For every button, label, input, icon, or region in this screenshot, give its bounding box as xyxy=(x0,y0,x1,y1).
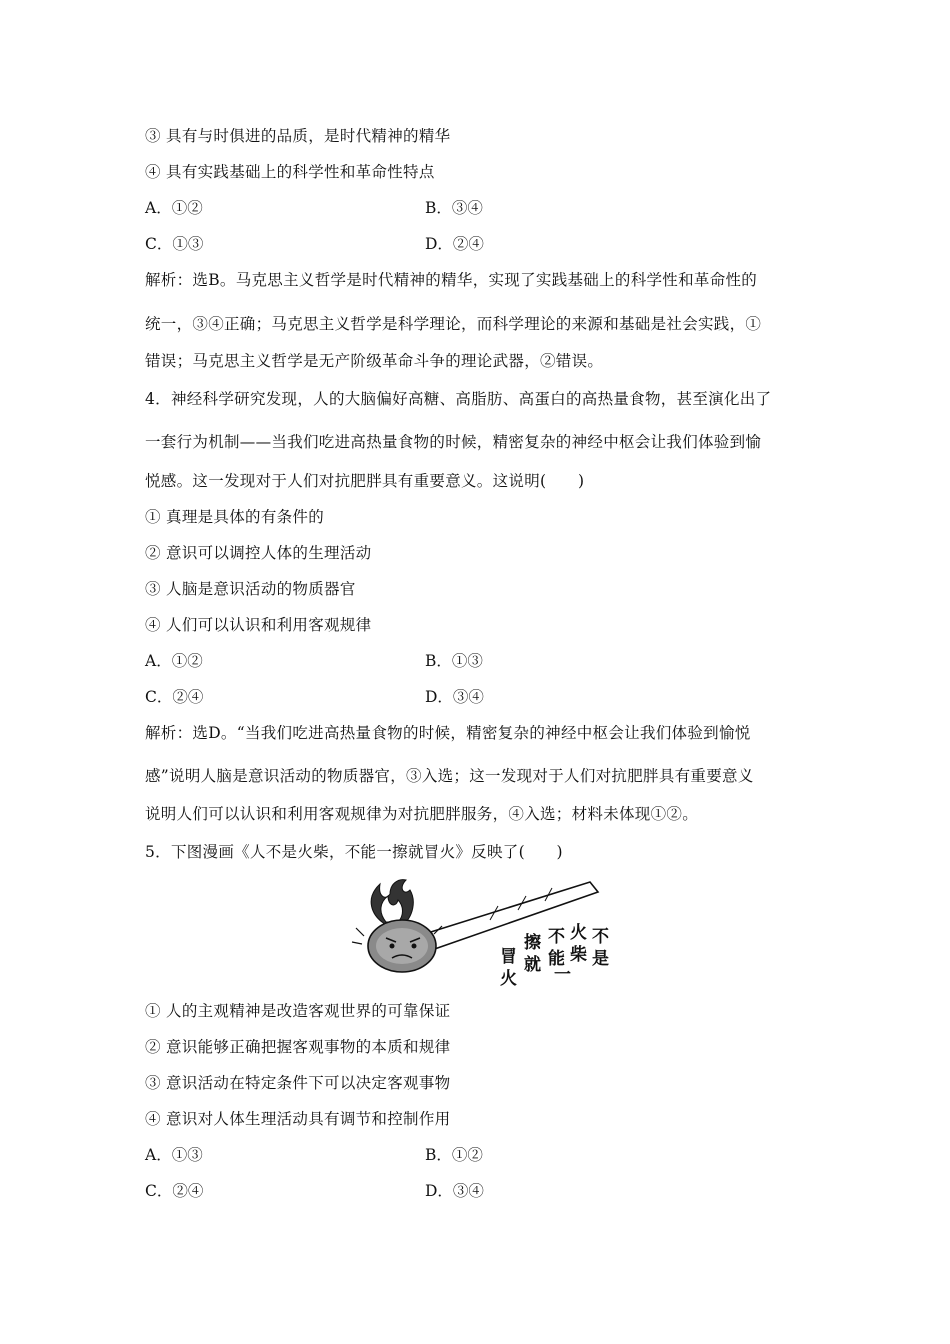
q3-option-a: A．①② xyxy=(145,199,203,217)
q3-analysis-line: 统一，③④正确；马克思主义哲学是科学理论，而科学理论的来源和基础是社会实践，① xyxy=(145,315,762,333)
q5-option-a: A．①③ xyxy=(145,1146,203,1164)
svg-text:冒: 冒 xyxy=(500,947,517,967)
q3-option-b: B．③④ xyxy=(425,199,483,217)
q5-option-b: B．①② xyxy=(425,1146,483,1164)
match-cartoon-image xyxy=(340,876,610,994)
q5-option-d: D．③④ xyxy=(425,1182,484,1200)
svg-text:就: 就 xyxy=(524,955,541,975)
svg-text:是: 是 xyxy=(592,949,609,969)
q4-analysis-line: 感”说明人脑是意识活动的物质器官，③入选；这一发现对于人们对抗肥胖具有重要意义 xyxy=(145,767,754,785)
q5-option-c: C．②④ xyxy=(145,1182,204,1200)
svg-text:火: 火 xyxy=(570,923,587,943)
q4-stem-line: 悦感。这一发现对于人们对抗肥胖具有重要意义。这说明( ) xyxy=(145,472,585,490)
q4-option-a: A．①② xyxy=(145,652,203,670)
q3-analysis-line: 错误；马克思主义哲学是无产阶级革命斗争的理论武器，②错误。 xyxy=(145,352,604,370)
q4-analysis-line: 说明人们可以认识和利用客观规律为对抗肥胖服务，④入选；材料未体现①②。 xyxy=(145,805,699,823)
q5-item-1: ① 人的主观精神是改造客观世界的可靠保证 xyxy=(145,1002,451,1020)
svg-text:不: 不 xyxy=(548,927,565,947)
q4-option-d: D．③④ xyxy=(425,688,484,706)
q5-item-3: ③ 意识活动在特定条件下可以决定客观事物 xyxy=(145,1074,451,1092)
q3-item-4: ④ 具有实践基础上的科学性和革命性特点 xyxy=(145,163,435,181)
q4-option-b: B．①③ xyxy=(425,652,483,670)
q4-item-1: ① 真理是具体的有条件的 xyxy=(145,508,325,526)
q3-analysis-line: 解析：选B。马克思主义哲学是时代精神的精华，实现了实践基础上的科学性和革命性的 xyxy=(145,271,758,289)
svg-text:能: 能 xyxy=(548,949,565,969)
q3-option-d: D．②④ xyxy=(425,235,484,253)
q4-stem-line: 4．神经科学研究发现，人的大脑偏好高糖、高脂肪、高蛋白的高热量食物，甚至演化出了 xyxy=(145,390,772,408)
q5-item-4: ④ 意识对人体生理活动具有调节和控制作用 xyxy=(145,1110,451,1128)
svg-text:不: 不 xyxy=(592,927,609,947)
q3-option-c: C．①③ xyxy=(145,235,204,253)
svg-text:火: 火 xyxy=(500,969,517,989)
q4-analysis-line: 解析：选D。“当我们吃进高热量食物的时候，精密复杂的神经中枢会让我们体验到愉悦 xyxy=(145,724,751,742)
svg-text:柴: 柴 xyxy=(570,945,587,965)
q4-stem-line: 一套行为机制——当我们吃进高热量食物的时候，精密复杂的神经中枢会让我们体验到愉 xyxy=(145,433,762,451)
q3-item-3: ③ 具有与时俱进的品质，是时代精神的精华 xyxy=(145,127,451,145)
q4-item-4: ④ 人们可以认识和利用客观规律 xyxy=(145,616,372,634)
q5-stem: 5．下图漫画《人不是火柴，不能一擦就冒火》反映了( ) xyxy=(145,843,563,861)
q4-item-2: ② 意识可以调控人体的生理活动 xyxy=(145,544,372,562)
svg-text:擦: 擦 xyxy=(524,933,541,953)
q5-item-2: ② 意识能够正确把握客观事物的本质和规律 xyxy=(145,1038,451,1056)
svg-text:一: 一 xyxy=(554,965,571,985)
q4-option-c: C．②④ xyxy=(145,688,204,706)
q4-item-3: ③ 人脑是意识活动的物质器官 xyxy=(145,580,356,598)
